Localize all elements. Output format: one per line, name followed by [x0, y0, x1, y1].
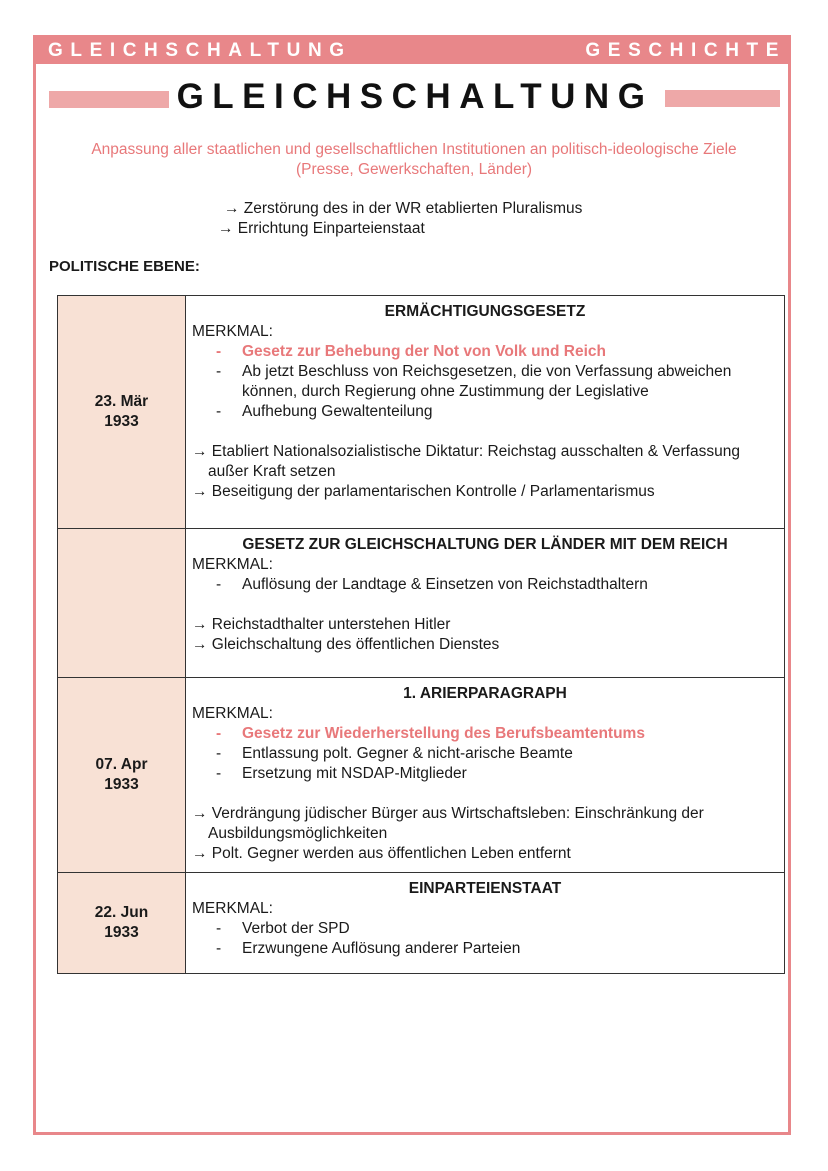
content-cell	[186, 296, 785, 529]
consequence-item: → Errichtung Einparteienstaat	[218, 220, 425, 237]
bullet-item: - Erzwungene Auflösung anderer Parteien	[192, 939, 778, 959]
bullet-item: - Auflösung der Landtage & Einsetzen von Reichstadthaltern	[192, 575, 778, 595]
law-heading: EINPARTEIENSTAAT	[408, 880, 562, 897]
title-deco-left	[49, 91, 169, 108]
arrow-note: → Etabliert Nationalsozialistische Diktatur: Reichstag ausschalten & Verfassung außer Kraft setzen	[192, 443, 740, 480]
date-cell	[58, 873, 186, 974]
bullet-list	[192, 575, 778, 595]
bullet-item: - Ab jetzt Beschluss von Reichsgesetzen, die von Verfassung abweichen können, durch Regierung ohne Zustimmung der Legislative	[192, 362, 778, 402]
header-bar	[36, 38, 788, 64]
date-day: 07. Apr	[95, 756, 148, 773]
date-cell	[58, 296, 186, 529]
arrow-note: → Verdrängung jüdischer Bürger aus Wirtschaftsleben: Einschränkung der Ausbildungsmöglichkeiten	[192, 805, 704, 842]
date-day: 23. Mär	[94, 393, 149, 410]
definition-line: Anpassung aller staatlichen und gesellschaftlichen Institutionen an politisch-ideologische Ziele	[91, 141, 737, 158]
bullet-list	[192, 919, 778, 959]
date-year: 1933	[104, 776, 139, 793]
arrow-note: → Polt. Gegner werden aus öffentlichen Leben entfernt	[192, 845, 571, 862]
arrow-note: → Beseitigung der parlamentarischen Kontrolle / Parlamentarismus	[192, 483, 655, 500]
timeline-table	[57, 295, 785, 974]
table-row	[58, 678, 785, 873]
marker-label: MERKMAL:	[192, 323, 273, 340]
bullet-item: - Entlassung polt. Gegner & nicht-arische Beamte	[192, 744, 778, 764]
bullet-item-highlight: - Gesetz zur Behebung der Not von Volk und Reich	[192, 342, 778, 362]
consequence-item: → Zerstörung des in der WR etablierten Pluralismus	[224, 200, 583, 217]
definition	[40, 140, 788, 180]
date-year: 1933	[104, 413, 139, 430]
law-heading: GESETZ ZUR GLEICHSCHALTUNG DER LÄNDER MIT DEM REICH	[242, 536, 728, 553]
law-heading: 1. ARIERPARAGRAPH	[403, 685, 567, 702]
page-title: GLEICHSCHALTUNG	[176, 77, 654, 116]
table-row	[58, 296, 785, 529]
bullet-item: - Verbot der SPD	[192, 919, 778, 939]
arrow-note: → Gleichschaltung des öffentlichen Dienstes	[192, 636, 500, 653]
bullet-item: - Aufhebung Gewaltenteilung	[192, 402, 778, 422]
arrow-note: → Reichstadthalter unterstehen Hitler	[192, 616, 451, 633]
table-row	[58, 873, 785, 974]
header-topic: GLEICHSCHALTUNG	[48, 40, 352, 61]
date-cell	[58, 529, 186, 678]
content-cell	[186, 678, 785, 873]
bullet-item: - Ersetzung mit NSDAP-Mitglieder	[192, 764, 778, 784]
content-cell	[186, 529, 785, 678]
header-subject: GESCHICHTE	[585, 40, 786, 61]
table-row	[58, 529, 785, 678]
marker-label: MERKMAL:	[192, 556, 273, 573]
date-year: 1933	[104, 924, 139, 941]
title-deco-right	[665, 90, 780, 107]
date-cell	[58, 678, 186, 873]
law-heading: ERMÄCHTIGUNGSGESETZ	[384, 303, 586, 320]
marker-label: MERKMAL:	[192, 705, 273, 722]
bullet-item-highlight: - Gesetz zur Wiederherstellung des Berufsbeamtentums	[192, 724, 778, 744]
definition-line: (Presse, Gewerkschaften, Länder)	[295, 161, 533, 178]
content-cell	[186, 873, 785, 974]
consequences-list	[218, 199, 582, 239]
marker-label: MERKMAL:	[192, 900, 273, 917]
section-heading: POLITISCHE EBENE:	[49, 258, 200, 275]
date-day: 22. Jun	[94, 904, 149, 921]
bullet-list	[192, 724, 778, 784]
bullet-list	[192, 342, 778, 422]
